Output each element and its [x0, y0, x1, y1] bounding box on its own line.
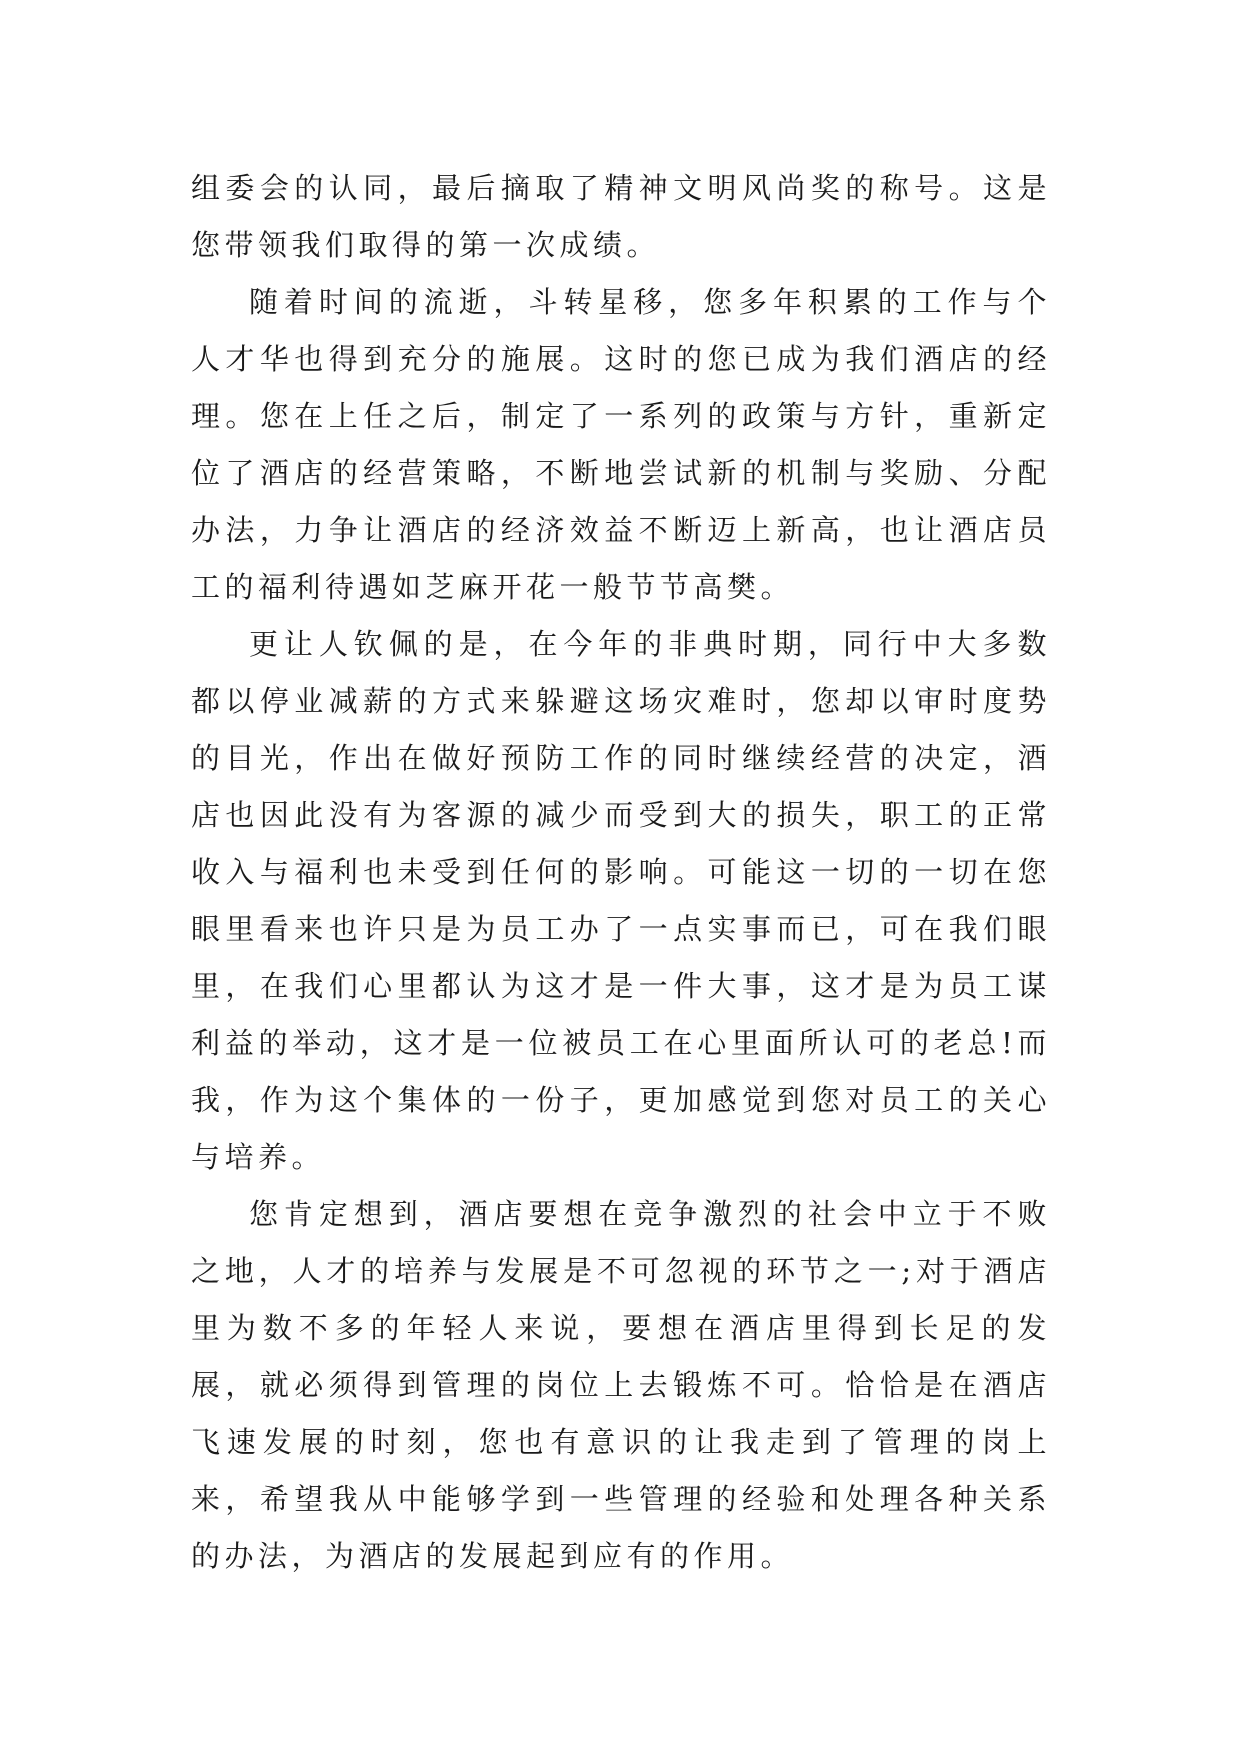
paragraph: 随着时间的流逝，斗转星移，您多年积累的工作与个人才华也得到充分的施展。这时的您已成为我们酒店的经理。您在上任之后，制定了一系列的政策与方针，重新定位了酒店的经营策略，不断地尝试新的机制与奖励、分配办法，力争让酒店的经济效益不断迈上新高，也让酒店员工的福利待遇如芝麻开花一般节节高樊。: [191, 285, 1051, 604]
document-body: [191, 160, 1051, 1585]
paragraph: 您肯定想到，酒店要想在竞争激烈的社会中立于不败之地，人才的培养与发展是不可忽视的环节之一;对于酒店里为数不多的年轻人来说，要想在酒店里得到长足的发展，就必须得到管理的岗位上去锻炼不可。恰恰是在酒店飞速发展的时刻，您也有意识的让我走到了管理的岗上来，希望我从中能够学到一些管理的经验和处理各种关系的办法，为酒店的发展起到应有的作用。: [191, 1197, 1051, 1573]
paragraph: 更让人钦佩的是，在今年的非典时期，同行中大多数都以停业减薪的方式来躲避这场灾难时，您却以审时度势的目光，作出在做好预防工作的同时继续经营的决定，酒店也因此没有为客源的减少而受到大的损失，职工的正常收入与福利也未受到任何的影响。可能这一切的一切在您眼里看来也许只是为员工办了一点实事而已，可在我们眼里，在我们心里都认为这才是一件大事，这才是为员工谋利益的举动，这才是一位被员工在心里面所认可的老总!而我，作为这个集体的一份子，更加感觉到您对员工的关心与培养。: [191, 627, 1051, 1174]
paragraph-continued: 组委会的认同，最后摘取了精神文明风尚奖的称号。这是您带领我们取得的第一次成绩。: [191, 171, 1051, 262]
